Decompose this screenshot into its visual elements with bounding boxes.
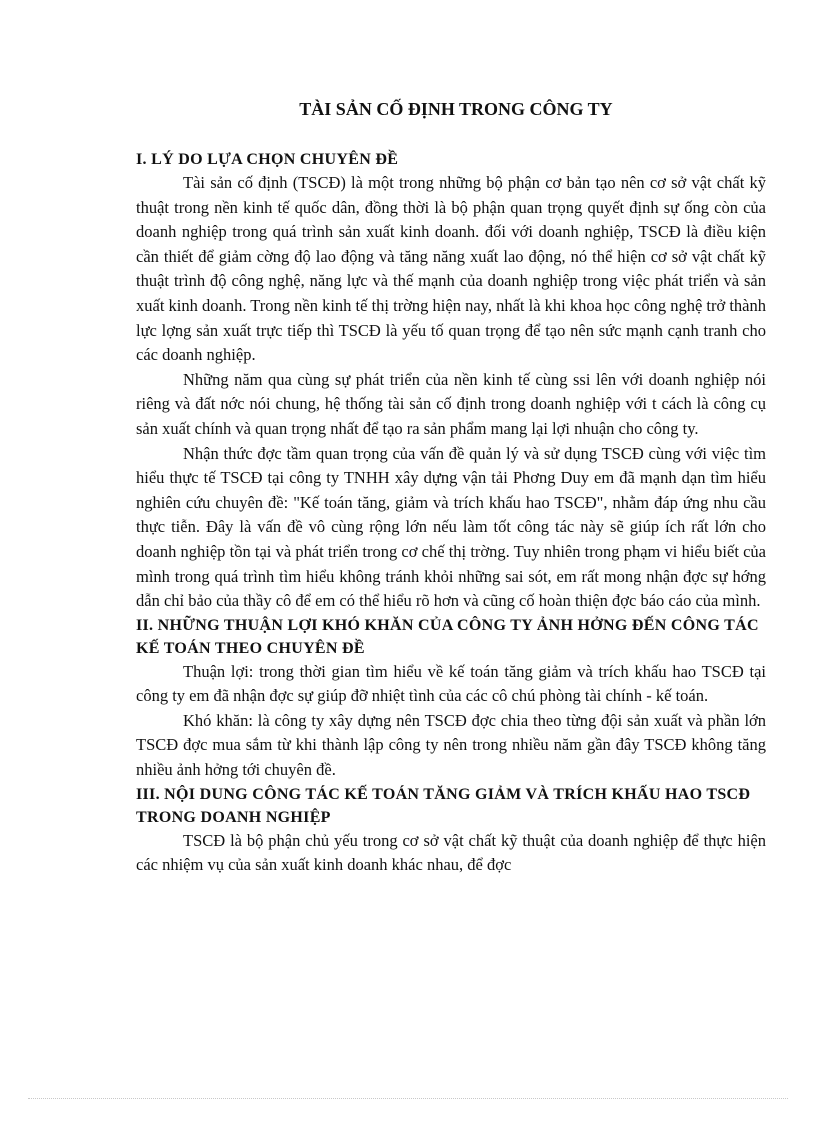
paragraph: Tài sản cố định (TSCĐ) là một trong những bộ phận cơ bản tạo nên cơ sở vật chất kỹ thuật trong nền kinh tế quốc dân, đồng thời là bộ phận quan trọng quyết định sự ống còn của doanh nghiệp trong quá trình sản xuất kinh doanh. đối với doanh nghiệp, TSCĐ là điều kiện cần thiết để giảm cờng độ lao động và tăng năng xuất lao động, nó thể hiện cơ sở vật chất kỹ thuật trình độ công nghệ, năng lực và thế mạnh của doanh nghiệp trong việc phát triển và sản xuất kinh doanh. Trong nền kinh tế thị trờng hiện nay, nhất là khi khoa học công nghệ trở thành lực lợng sản xuất trực tiếp thì TSCĐ là yếu tố quan trọng để tạo nên sức mạnh cạnh tranh cho các doanh nghiệp. <box>136 173 766 365</box>
paragraph: Thuận lợi: trong thời gian tìm hiểu về kế toán tăng giảm và trích khấu hao TSCĐ tại công ty em đã nhận đợc sự giúp đỡ nhiệt tình của các cô chú phòng tài chính - kế toán. <box>136 661 766 706</box>
section-2 <box>136 614 766 783</box>
document-page <box>136 96 766 878</box>
paragraph: Nhận thức đợc tầm quan trọng của vấn đề quản lý và sử dụng TSCĐ cùng với việc tìm hiểu thực tế TSCĐ tại công ty TNHH xây dựng vận tải Phơng Duy em đã mạnh dạn tìm hiểu nghiên cứu chuyên đề: "Kế toán tăng, giảm và trích khấu hao TSCĐ", nhằm đáp ứng nhu cầu thực tiễn. Đây là vấn đề vô cùng rộng lớn nếu làm tốt công tác này sẽ giúp ích rất lớn cho doanh nghiệp tồn tại và phát triển trong cơ chế thị trờng. Tuy nhiên trong phạm vi hiểu biết của mình trong quá trình tìm hiểu không tránh khỏi những sai sót, em rất mong nhận đợc sự hớng dẫn chỉ bảo của thầy cô để em có thể hiểu rõ hơn và cũng cố hoàn thiện đợc báo cáo của mình. <box>136 443 766 611</box>
document-title: TÀI SẢN CỐ ĐỊNH TRONG CÔNG TY <box>299 99 613 119</box>
section-heading: I. LÝ DO LỰA CHỌN CHUYÊN ĐỀ <box>136 151 399 168</box>
paragraph: Khó khăn: là công ty xây dựng nên TSCĐ đợc chia theo từng đội sản xuất và phần lớn TSCĐ đợc mua sắm từ khi thành lập công ty nên trong nhiều năm gần đây TSCĐ không tăng nhiều ảnh hởng tới chuyên đề. <box>136 710 766 780</box>
section-3 <box>136 783 766 878</box>
section-heading: II. NHỮNG THUẬN LỢI KHÓ KHĂN CỦA CÔNG TY ẢNH HỞNG ĐẾN CÔNG TÁC KẾ TOÁN THEO CHUYÊN ĐỀ <box>136 616 759 657</box>
section-heading: III. NỘI DUNG CÔNG TÁC KẾ TOÁN TĂNG GIẢM VÀ TRÍCH KHẤU HAO TSCĐ TRONG DOANH NGHIỆP <box>136 785 751 826</box>
paragraph: TSCĐ là bộ phận chủ yếu trong cơ sở vật chất kỹ thuật của doanh nghiệp để thực hiện các nhiệm vụ của sản xuất kinh doanh khác nhau, để đợc <box>136 830 766 875</box>
page-bottom-divider <box>28 1098 788 1099</box>
paragraph: Những năm qua cùng sự phát triển của nền kinh tế cùng ssi lên với doanh nghiệp nói riêng và đất nớc nói chung, hệ thống tài sản cố định trong doanh nghiệp với t cách là công cụ sản xuất chính và quan trọng nhất để tạo ra sản phẩm mang lại lợi nhuận cho công ty. <box>136 369 766 438</box>
section-1 <box>136 148 766 614</box>
